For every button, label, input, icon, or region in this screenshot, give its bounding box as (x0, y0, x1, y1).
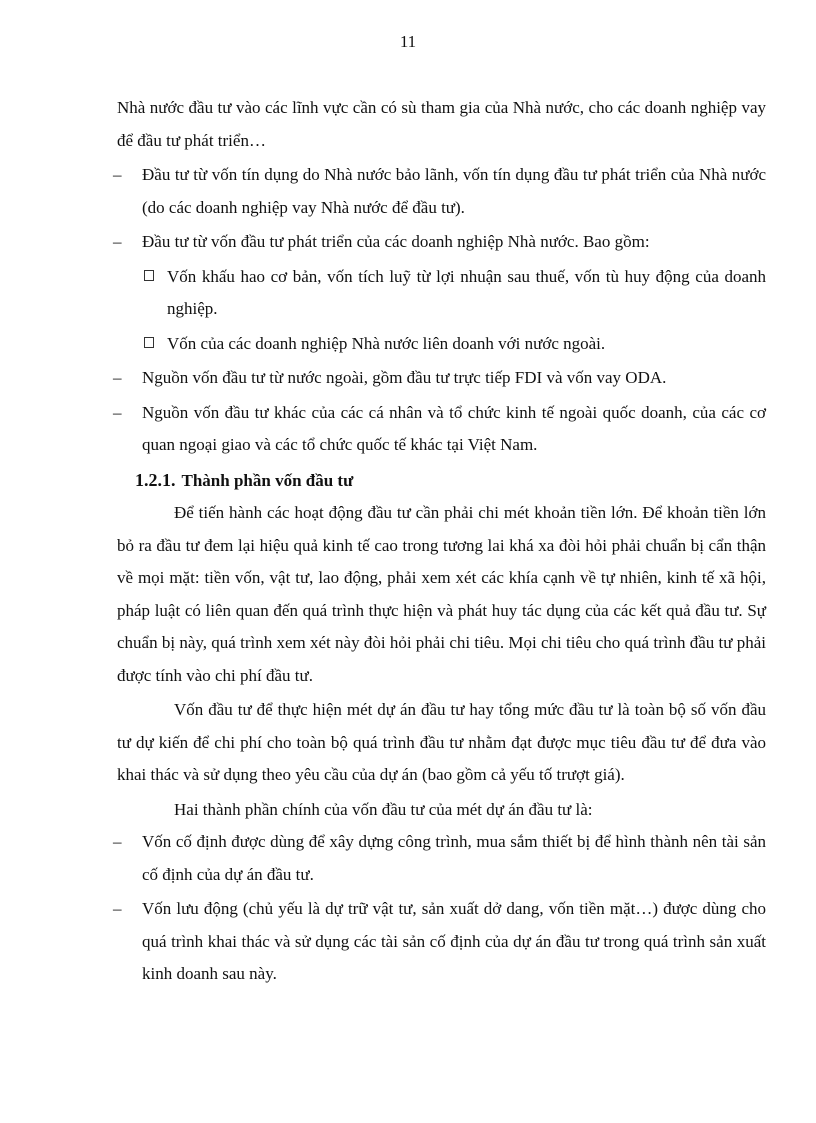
list-item (113, 397, 766, 462)
sublist-item (117, 328, 766, 361)
list-item-text: Đầu tư từ vốn tín dụng do Nhà nước bảo lãnh, vốn tín dụng đầu tư phát triển của Nhà nước (do các doanh nghiệp vay Nhà nước để đầu tư). (142, 165, 766, 217)
section-title: Thành phần vốn đầu tư (181, 470, 354, 490)
document-body (113, 92, 766, 993)
list-item-text: Vốn lưu động (chủ yếu là dự trữ vật tư, sản xuất dở dang, vốn tiền mặt…) được dùng cho quá trình khai thác và sử dụng các tài sản cố định của dự án đầu tư trong quá trình sản xuất kinh doanh sau này. (142, 899, 766, 983)
square-bullet-icon (144, 270, 154, 281)
sublist-item-text: Vốn khấu hao cơ bản, vốn tích luỹ từ lợi nhuận sau thuế, vốn tù huy động của doanh nghiệp. (167, 266, 766, 318)
section-heading (117, 464, 766, 498)
list-item (113, 226, 766, 259)
dash-bullet: – (113, 402, 122, 422)
list-item (113, 159, 766, 224)
dash-bullet: – (113, 899, 122, 918)
page-number: 11 (399, 32, 417, 51)
dash-bullet: – (113, 832, 122, 851)
intro-paragraph: Nhà nước đầu tư vào các lĩnh vực cần có sù tham gia của Nhà nước, cho các doanh nghiệp vay để đầu tư phát triển… (117, 98, 766, 150)
body-paragraph: Vốn đầu tư để thực hiện mét dự án đầu tư hay tổng mức đầu tư là toàn bộ số vốn đầu tư dự kiến để chi phí cho toàn bộ quá trình đầu tư nhằm đạt được mục tiêu đầu tư để đưa vào khai thác và sử dụng theo yêu cầu của dự án (bao gồm cả yếu tố trượt giá). (117, 700, 766, 784)
list-item (113, 362, 766, 395)
list-item-text: Nguồn vốn đầu tư từ nước ngoài, gồm đầu tư trực tiếp FDI và vốn vay ODA. (142, 368, 667, 387)
dash-bullet: – (113, 232, 122, 251)
sublist-item (117, 261, 766, 326)
dash-bullet: – (113, 368, 122, 387)
square-bullet-icon (144, 337, 154, 348)
list-item-text: Nguồn vốn đầu tư khác của các cá nhân và tổ chức kinh tế ngoài quốc doanh, của các cơ quan ngoại giao và các tổ chức quốc tế khác tại Việt Nam. (142, 402, 766, 454)
dash-bullet: – (113, 165, 122, 184)
body-paragraph: Để tiến hành các hoạt động đầu tư cần phải chi mét khoản tiền lớn. Để khoản tiền lớn bỏ ra đầu tư đem lại hiệu quả kinh tế cao trong tương lai khá xa đòi hỏi phải chuẩn bị cẩn thận về mọi mặt: tiền vốn, vật tư, lao động, phải xem xét các khía cạnh về tự nhiên, kinh tế xã hội, pháp luật có liên quan đến quá trình thực hiện và phát huy tác dụng của các kết quả đầu tư. Sự chuẩn bị này, quá trình xem xét này đòi hỏi phải chi tiêu. Mọi chi tiêu cho quá trình đầu tư phải được tính vào chi phí đầu tư. (117, 503, 766, 685)
list-item-text: Vốn cố định được dùng để xây dựng công trình, mua sắm thiết bị để hình thành nên tài sản cố định của dự án đầu tư. (142, 832, 766, 884)
body-paragraph: Hai thành phần chính của vốn đầu tư của mét dự án đầu tư là: (174, 799, 593, 819)
list-item-text: Đầu tư từ vốn đầu tư phát triển của các doanh nghiệp Nhà nước. Bao gồm: (142, 232, 650, 251)
section-number: 1.2.1. (135, 469, 176, 490)
list-item (113, 893, 766, 991)
list-item (113, 826, 766, 891)
sublist-item-text: Vốn của các doanh nghiệp Nhà nước liên doanh với nước ngoài. (167, 333, 606, 353)
